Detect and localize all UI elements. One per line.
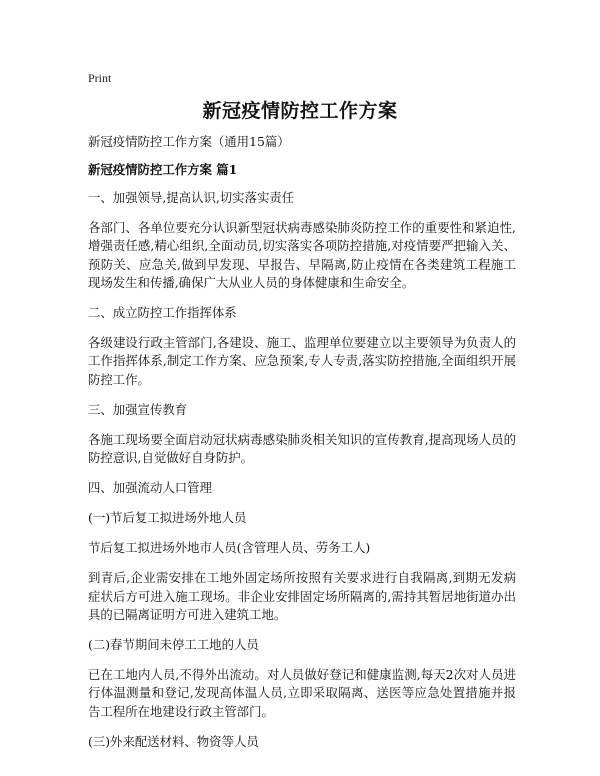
section-heading: 新冠疫情防控工作方案 篇1	[88, 162, 238, 178]
paragraph: (一)节后复工拟进场外地人员	[88, 510, 247, 526]
page-title: 新冠疫情防控工作方案	[202, 100, 398, 122]
paragraph: 二、成立防控工作指挥体系	[88, 305, 237, 321]
paragraph: 一、加强领导,提高认识,切实落实责任	[88, 189, 295, 205]
document-subtitle: 新冠疫情防控工作方案（通用15篇）	[88, 134, 290, 149]
paragraph: 三、加强宣传教育	[88, 401, 188, 417]
paragraph: 已在工地内人员,不得外出流动。对人员做好登记和健康监测,每天2次对人员进行体温测量和登记,发现高体温人员,立即采取隔离、送医等应急处置措施并报告工程所在地建设行政主管部门。	[88, 667, 516, 719]
paragraph: (三)外来配送材料、物资等人员	[88, 733, 259, 749]
print-label[interactable]: Print	[88, 71, 112, 85]
paragraph: 节后复工拟进场外地市人员(含管理人员、劳务工人)	[88, 540, 371, 556]
paragraph: 各级建设行政主管部门,各建设、施工、监理单位要建立以主要领导为负责人的工作指挥体系,制定工作方案、应急预案,专人专责,落实防控措施,全面组织开展防控工作。	[88, 335, 516, 387]
paragraph: (二)春节期间未停工工地的人员	[88, 637, 259, 653]
document-body	[88, 133, 516, 763]
paragraph: 各部门、各单位要充分认识新型冠状病毒感染肺炎防控工作的重要性和紧迫性,增强责任感,精心组织,全面动员,切实落实各项防控措施,对疫情要严把输入关、预防关、应急关,做到早发现、早报告、早隔离,防止疫情在各类建筑工程施工现场发生和传播,确保广大从业人员的身体健康和生命安全。	[88, 219, 516, 291]
paragraph: 各施工现场要全面启动冠状病毒感染肺炎相关知识的宣传教育,提高现场人员的防控意识,自觉做好自身防护。	[88, 431, 516, 466]
paragraph: 四、加强流动人口管理	[88, 480, 212, 496]
paragraph: 到青后,企业需安排在工地外固定场所按照有关要求进行自我隔离,到期无发病症状后方可进入施工现场。非企业安排固定场所隔离的,需持其暂居地街道办出具的已隔离证明方可进入建筑工地。	[88, 570, 516, 623]
